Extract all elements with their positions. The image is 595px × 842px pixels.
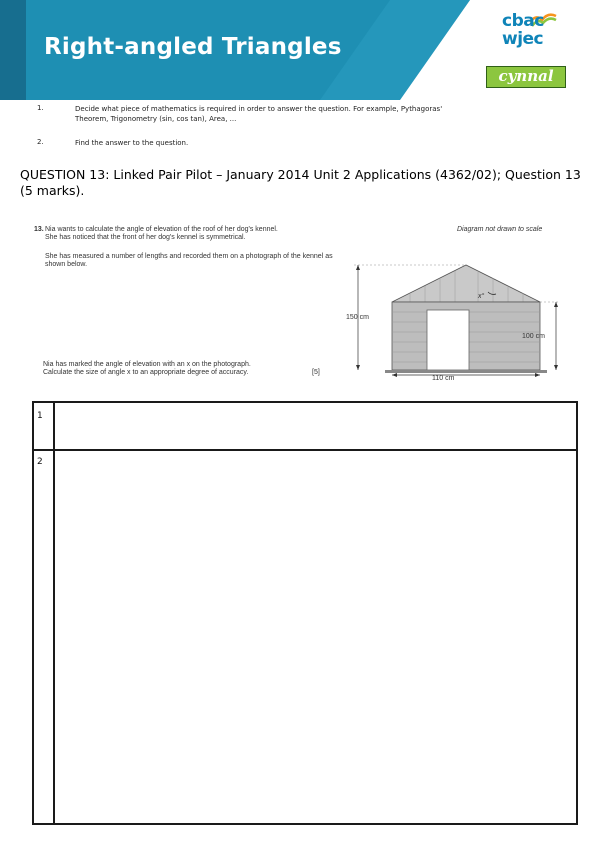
exam-question (30, 222, 570, 387)
question-line: She has measured a number of lengths and recorded them on a photograph of the kennel as (45, 253, 333, 260)
answer-box[interactable] (32, 401, 578, 825)
label-height-total: 150 cm (346, 314, 369, 321)
diagram-note: Diagram not drawn to scale (457, 226, 543, 233)
answer-row-number: 2 (37, 457, 43, 467)
answer-row-divider (34, 449, 576, 451)
instruction-number: 2. (37, 138, 44, 146)
logo-cynnal-badge: cynnal (486, 66, 566, 88)
label-angle: x° (478, 293, 485, 300)
instruction-number: 1. (37, 104, 44, 112)
answer-number-column-divider (53, 403, 55, 823)
label-height-wall: 100 cm (522, 333, 545, 340)
page-title: Right-angled Triangles (44, 34, 342, 60)
question-number: 13. (34, 226, 44, 233)
question-line: shown below. (45, 261, 88, 268)
question-line: Nia has marked the angle of elevation with an x on the photograph. (43, 361, 251, 368)
question-line: Calculate the size of angle x to an appropriate degree of accuracy. (43, 369, 249, 376)
question-line: She has noticed that the front of her dog's kennel is symmetrical. (45, 234, 246, 241)
answer-row-number: 1 (37, 411, 43, 421)
kennel-ground (385, 370, 547, 373)
kennel-door (427, 310, 469, 370)
question-line: Nia wants to calculate the angle of elevation of the roof of her dog's kennel. (45, 226, 278, 233)
instruction-text: Find the answer to the question. (75, 139, 189, 147)
label-width: 110 cm (432, 375, 455, 382)
cbac-wjec-logo (480, 8, 580, 92)
question-heading: QUESTION 13: Linked Pair Pilot – January 2014 Unit 2 Applications (4362/02); Question 13 (5 marks). (20, 167, 581, 198)
logo-wjec: wjec (502, 29, 544, 49)
kennel-roof (392, 265, 540, 302)
instruction-text: Decide what piece of mathematics is required in order to answer the question. For example, Pythagoras' Theorem, Trigonometry (sin, cos tan), Area, ... (75, 105, 443, 123)
question-marks: [5] (312, 369, 320, 376)
logo-cbac: cbac (502, 11, 544, 31)
